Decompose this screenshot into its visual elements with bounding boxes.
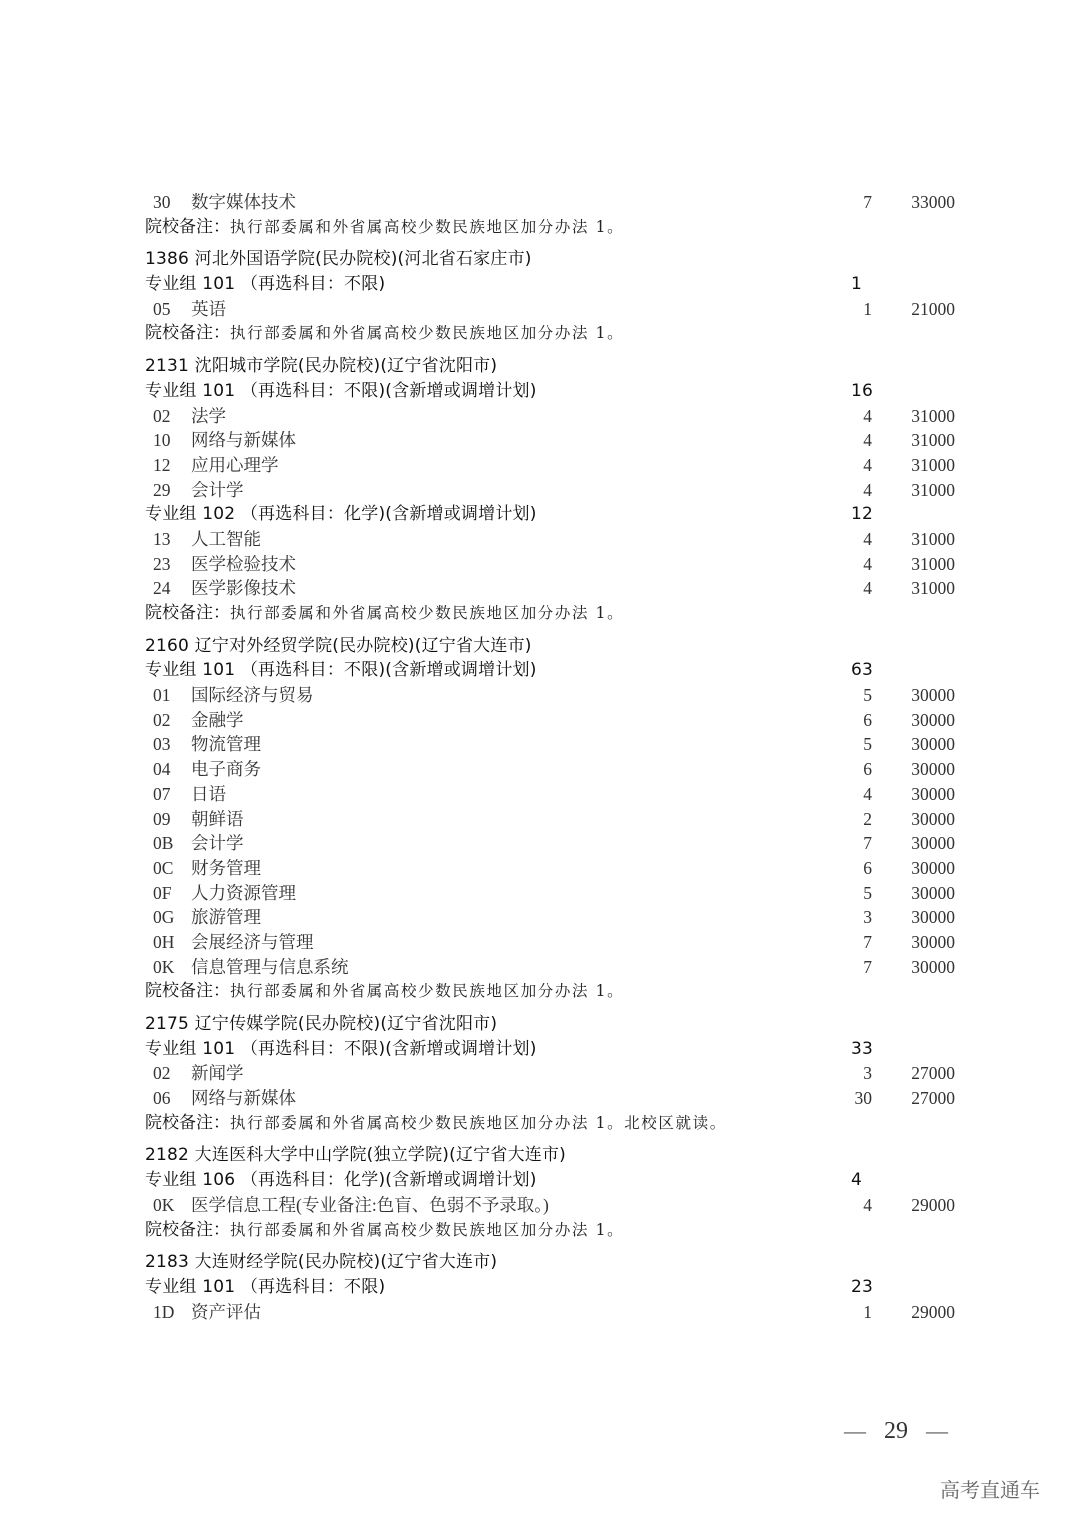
major-label bbox=[153, 955, 349, 980]
major-group-row bbox=[145, 502, 975, 527]
major-label bbox=[153, 881, 296, 906]
major-tuition: 31000 bbox=[911, 479, 955, 500]
group-title: 专业组 101 （再选科目：不限) bbox=[145, 1276, 386, 1297]
major-label bbox=[153, 782, 226, 807]
major-label bbox=[153, 930, 314, 955]
major-plan-count: 2 bbox=[863, 808, 872, 829]
school-note-text bbox=[145, 601, 624, 626]
major-label bbox=[153, 453, 279, 478]
school-header bbox=[145, 1250, 975, 1275]
major-row bbox=[145, 782, 975, 807]
major-tuition: 30000 bbox=[911, 709, 955, 730]
school-note-key: 院校备注： bbox=[145, 1112, 230, 1133]
major-name: 网络与新媒体 bbox=[191, 430, 296, 451]
major-tuition: 33000 bbox=[911, 192, 955, 212]
school-note-value: 执行部委属和外省属高校少数民族地区加分办法 1。 bbox=[230, 1220, 625, 1239]
school-note-text bbox=[145, 321, 624, 346]
major-row bbox=[145, 297, 975, 322]
school-note-key: 院校备注： bbox=[145, 603, 230, 623]
major-code: 0K bbox=[153, 1194, 175, 1215]
school-note-key: 院校备注： bbox=[145, 323, 230, 344]
school-note-text bbox=[145, 979, 624, 1004]
school-note-value: 执行部委属和外省属高校少数民族地区加分办法 1。 bbox=[230, 982, 625, 1001]
major-label bbox=[153, 527, 261, 552]
major-label bbox=[153, 905, 261, 930]
group-plan-count: 4 bbox=[851, 1170, 863, 1191]
major-code: 0C bbox=[153, 857, 174, 878]
major-name: 资产评估 bbox=[191, 1301, 261, 1322]
major-row bbox=[145, 453, 975, 478]
school-note-key: 院校备注： bbox=[145, 216, 230, 237]
major-group-row bbox=[145, 272, 975, 297]
major-row bbox=[145, 807, 975, 832]
major-tuition: 27000 bbox=[911, 1088, 955, 1109]
school-title: 2175 辽宁传媒学院(民办院校)(辽宁省沈阳市) bbox=[145, 1014, 498, 1034]
major-label bbox=[153, 757, 261, 782]
major-tuition: 29000 bbox=[911, 1194, 955, 1215]
major-tuition: 31000 bbox=[911, 528, 955, 549]
major-code: 0K bbox=[153, 956, 175, 977]
major-name: 日语 bbox=[191, 783, 226, 804]
school-note-value: 执行部委属和外省属高校少数民族地区加分办法 1。北校区就读。 bbox=[230, 1113, 727, 1132]
major-row bbox=[145, 552, 975, 577]
major-tuition: 31000 bbox=[911, 578, 955, 599]
major-name: 应用心理学 bbox=[191, 454, 279, 475]
school-title: 2182 大连医科大学中山学院(独立学院)(辽宁省大连市) bbox=[145, 1145, 566, 1166]
group-title: 专业组 101 （再选科目：不限) bbox=[145, 274, 386, 295]
major-label bbox=[153, 576, 296, 601]
major-code: 07 bbox=[153, 783, 171, 804]
school-note-key: 院校备注： bbox=[145, 981, 230, 1002]
major-plan-count: 4 bbox=[863, 528, 872, 549]
major-tuition: 29000 bbox=[911, 1301, 955, 1322]
group-plan-count: 23 bbox=[851, 1276, 874, 1297]
major-plan-count: 6 bbox=[863, 857, 872, 878]
major-plan-count: 4 bbox=[863, 405, 872, 426]
major-label bbox=[153, 856, 261, 881]
major-tuition: 27000 bbox=[911, 1063, 955, 1084]
major-group-row bbox=[145, 1168, 975, 1193]
major-code: 09 bbox=[153, 808, 171, 829]
group-plan-count: 16 bbox=[851, 380, 874, 401]
major-row bbox=[145, 905, 975, 930]
major-row bbox=[145, 955, 975, 980]
major-code: 0H bbox=[153, 931, 175, 952]
major-plan-count: 3 bbox=[863, 907, 872, 928]
group-plan-count: 63 bbox=[851, 660, 874, 681]
major-name: 国际经济与贸易 bbox=[191, 685, 314, 706]
major-name: 人工智能 bbox=[191, 528, 261, 549]
major-name: 数字媒体技术 bbox=[191, 192, 296, 212]
major-plan-count: 4 bbox=[863, 1194, 872, 1215]
major-tuition: 30000 bbox=[911, 956, 955, 977]
major-label bbox=[153, 807, 244, 832]
major-code: 03 bbox=[153, 734, 171, 755]
major-plan-count: 7 bbox=[863, 192, 872, 212]
major-code: 10 bbox=[153, 430, 171, 451]
major-code: 12 bbox=[153, 454, 171, 475]
school-header bbox=[145, 354, 975, 379]
major-name: 医学检验技术 bbox=[191, 553, 296, 574]
major-row bbox=[145, 732, 975, 757]
major-code: 29 bbox=[153, 479, 171, 500]
major-plan-count: 5 bbox=[863, 685, 872, 706]
major-name: 电子商务 bbox=[191, 759, 261, 780]
school-note-key: 院校备注： bbox=[145, 1219, 230, 1240]
page-number bbox=[844, 1418, 948, 1445]
group-title: 专业组 101 （再选科目：不限)(含新增或调增计划) bbox=[145, 380, 537, 401]
group-title: 专业组 102 （再选科目：化学)(含新增或调增计划) bbox=[145, 504, 537, 525]
major-plan-count: 1 bbox=[863, 298, 872, 319]
major-plan-count: 6 bbox=[863, 759, 872, 780]
major-row bbox=[145, 683, 975, 708]
major-name: 财务管理 bbox=[191, 857, 261, 878]
group-title: 专业组 101 （再选科目：不限)(含新增或调增计划) bbox=[145, 1038, 537, 1059]
major-tuition: 30000 bbox=[911, 833, 955, 854]
school-note-text bbox=[145, 1111, 727, 1136]
major-tuition: 30000 bbox=[911, 907, 955, 928]
major-row bbox=[145, 856, 975, 881]
major-name: 医学影像技术 bbox=[191, 578, 296, 599]
major-label bbox=[153, 683, 314, 708]
major-tuition: 30000 bbox=[911, 931, 955, 952]
major-row bbox=[145, 1061, 975, 1086]
major-group-row bbox=[145, 379, 975, 404]
major-tuition: 21000 bbox=[911, 298, 955, 319]
major-row bbox=[145, 1086, 975, 1111]
school-title: 2183 大连财经学院(民办院校)(辽宁省大连市) bbox=[145, 1252, 498, 1273]
major-tuition: 30000 bbox=[911, 808, 955, 829]
major-name: 会计学 bbox=[191, 479, 244, 500]
major-code: 02 bbox=[153, 1063, 171, 1084]
major-label bbox=[153, 831, 244, 856]
major-row bbox=[145, 527, 975, 552]
major-plan-count: 4 bbox=[863, 479, 872, 500]
school-note bbox=[145, 979, 975, 1004]
major-row bbox=[145, 1300, 975, 1325]
major-plan-count: 5 bbox=[863, 882, 872, 903]
group-plan-count: 1 bbox=[851, 274, 863, 295]
major-code: 0G bbox=[153, 907, 175, 928]
major-name: 人力资源管理 bbox=[191, 882, 296, 903]
page-number-value: 29 bbox=[884, 1418, 908, 1444]
major-tuition: 30000 bbox=[911, 857, 955, 878]
major-name: 会计学 bbox=[191, 833, 244, 854]
school-header bbox=[145, 634, 975, 659]
major-row bbox=[145, 576, 975, 601]
school-note bbox=[145, 321, 975, 346]
watermark: 高考直通车 bbox=[940, 1478, 1040, 1502]
group-plan-count: 33 bbox=[851, 1038, 874, 1059]
major-tuition: 31000 bbox=[911, 454, 955, 475]
major-code: 13 bbox=[153, 528, 171, 549]
major-name: 新闻学 bbox=[191, 1063, 244, 1084]
major-name: 网络与新媒体 bbox=[191, 1088, 296, 1109]
major-name: 物流管理 bbox=[191, 734, 261, 755]
major-plan-count: 4 bbox=[863, 578, 872, 599]
group-title: 专业组 106 （再选科目：化学)(含新增或调增计划) bbox=[145, 1170, 537, 1191]
group-title: 专业组 101 （再选科目：不限)(含新增或调增计划) bbox=[145, 660, 537, 681]
major-group-row bbox=[145, 1037, 975, 1062]
school-note-value: 执行部委属和外省属高校少数民族地区加分办法 1。 bbox=[230, 604, 625, 622]
major-code: 24 bbox=[153, 578, 171, 599]
major-label bbox=[153, 1086, 296, 1111]
major-row bbox=[145, 881, 975, 906]
major-plan-count: 4 bbox=[863, 454, 872, 475]
major-label bbox=[153, 708, 244, 733]
major-code: 0F bbox=[153, 882, 172, 903]
major-code: 02 bbox=[153, 709, 171, 730]
major-plan-count: 7 bbox=[863, 833, 872, 854]
major-label bbox=[153, 190, 296, 215]
major-row bbox=[145, 190, 975, 215]
major-row bbox=[145, 428, 975, 453]
school-note bbox=[145, 601, 975, 626]
major-name: 旅游管理 bbox=[191, 907, 261, 928]
major-tuition: 31000 bbox=[911, 405, 955, 426]
major-row bbox=[145, 831, 975, 856]
major-group-row bbox=[145, 1275, 975, 1300]
major-row bbox=[145, 757, 975, 782]
major-tuition: 30000 bbox=[911, 882, 955, 903]
school-note-text bbox=[145, 215, 624, 240]
major-name: 金融学 bbox=[191, 709, 244, 730]
group-plan-count: 12 bbox=[851, 504, 874, 525]
major-tuition: 30000 bbox=[911, 734, 955, 755]
school-header bbox=[145, 1012, 975, 1037]
major-code: 0B bbox=[153, 833, 174, 854]
major-label bbox=[153, 297, 226, 322]
admission-plan-list bbox=[145, 190, 975, 1324]
major-label bbox=[153, 1300, 261, 1325]
page-dash-right: — bbox=[926, 1418, 948, 1443]
school-title: 2160 辽宁对外经贸学院(民办院校)(辽宁省大连市) bbox=[145, 635, 532, 656]
school-title: 1386 河北外国语学院(民办院校)(河北省石家庄市) bbox=[145, 249, 532, 270]
major-tuition: 30000 bbox=[911, 783, 955, 804]
major-row bbox=[145, 1193, 975, 1218]
major-name: 医学信息工程(专业备注:色盲、色弱不予录取。) bbox=[191, 1194, 549, 1215]
school-note-value: 执行部委属和外省属高校少数民族地区加分办法 1。 bbox=[230, 217, 625, 236]
major-row bbox=[145, 930, 975, 955]
major-name: 朝鲜语 bbox=[191, 808, 244, 829]
major-code: 1D bbox=[153, 1301, 175, 1322]
major-label bbox=[153, 1193, 549, 1218]
school-note bbox=[145, 1218, 975, 1243]
major-label bbox=[153, 478, 244, 503]
major-tuition: 31000 bbox=[911, 430, 955, 451]
major-label bbox=[153, 404, 226, 429]
major-plan-count: 4 bbox=[863, 783, 872, 804]
major-tuition: 30000 bbox=[911, 685, 955, 706]
major-tuition: 30000 bbox=[911, 759, 955, 780]
major-code: 05 bbox=[153, 298, 171, 319]
page-dash-left: — bbox=[844, 1418, 866, 1443]
major-row bbox=[145, 478, 975, 503]
major-tuition: 31000 bbox=[911, 553, 955, 574]
major-label bbox=[153, 552, 296, 577]
major-plan-count: 6 bbox=[863, 709, 872, 730]
major-name: 英语 bbox=[191, 298, 226, 319]
school-note-text bbox=[145, 1218, 624, 1243]
major-code: 01 bbox=[153, 685, 171, 706]
school-title: 2131 沈阳城市学院(民办院校)(辽宁省沈阳市) bbox=[145, 356, 498, 377]
major-plan-count: 3 bbox=[863, 1063, 872, 1084]
major-name: 信息管理与信息系统 bbox=[191, 956, 349, 977]
major-plan-count: 7 bbox=[863, 931, 872, 952]
major-plan-count: 30 bbox=[854, 1088, 872, 1109]
major-name: 法学 bbox=[191, 405, 226, 426]
major-code: 04 bbox=[153, 759, 171, 780]
major-code: 23 bbox=[153, 553, 171, 574]
major-plan-count: 5 bbox=[863, 734, 872, 755]
major-code: 02 bbox=[153, 405, 171, 426]
major-row bbox=[145, 708, 975, 733]
major-row bbox=[145, 404, 975, 429]
school-header bbox=[145, 1143, 975, 1168]
major-code: 06 bbox=[153, 1088, 171, 1109]
school-note bbox=[145, 215, 975, 240]
school-note-value: 执行部委属和外省属高校少数民族地区加分办法 1。 bbox=[230, 324, 625, 343]
major-plan-count: 7 bbox=[863, 956, 872, 977]
major-group-row bbox=[145, 658, 975, 683]
major-label bbox=[153, 428, 296, 453]
major-code: 30 bbox=[153, 192, 171, 212]
school-note bbox=[145, 1111, 975, 1136]
major-label bbox=[153, 732, 261, 757]
school-header bbox=[145, 247, 975, 272]
major-plan-count: 1 bbox=[863, 1301, 872, 1322]
major-name: 会展经济与管理 bbox=[191, 931, 314, 952]
major-label bbox=[153, 1061, 244, 1086]
major-plan-count: 4 bbox=[863, 430, 872, 451]
major-plan-count: 4 bbox=[863, 553, 872, 574]
